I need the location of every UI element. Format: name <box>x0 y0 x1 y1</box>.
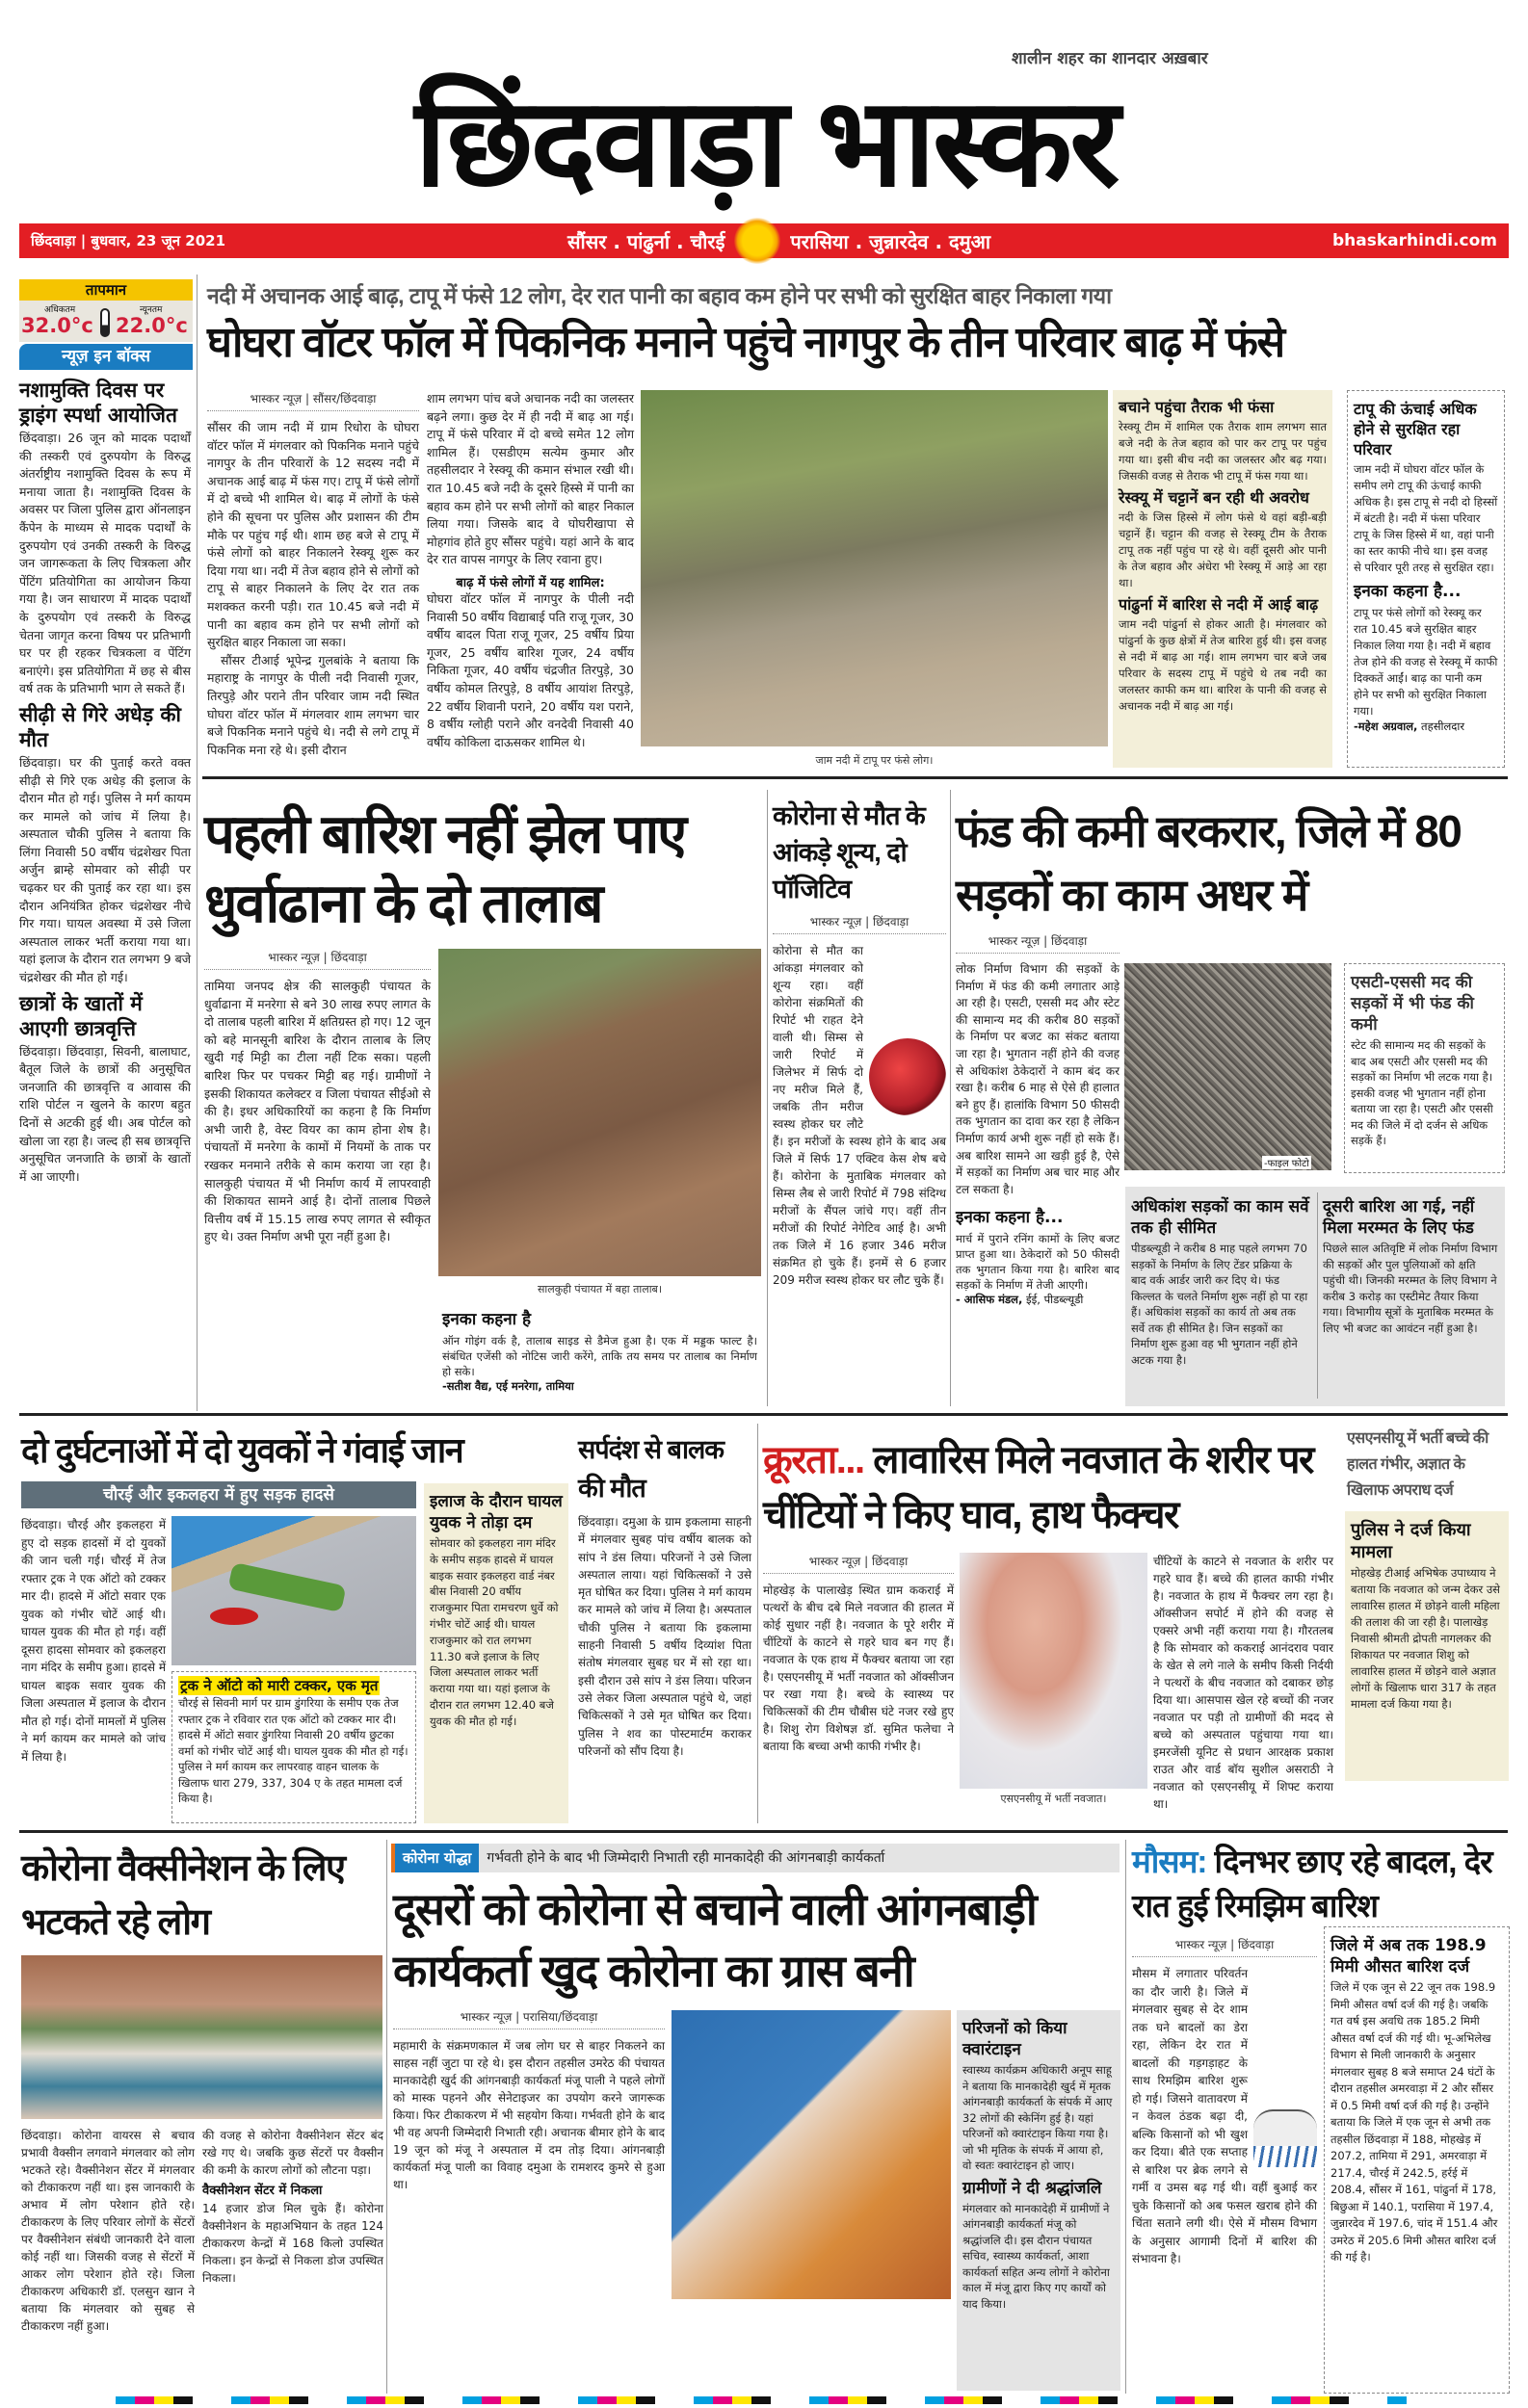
brief-title[interactable]: सीढ़ी से गिरे अधेड़ की मौत <box>19 702 181 751</box>
newborn-photo-wrap <box>960 1553 1147 1806</box>
accident-illustration <box>171 1516 416 1665</box>
victim-figure <box>227 1562 346 1612</box>
masthead-tagline: शालीन शहर का शानदार अख़बार <box>1012 49 1208 68</box>
byline: भास्कर न्यूज़ | छिंदवाड़ा <box>763 1553 954 1574</box>
sidebar-title: बचाने पहुंचा तैराक भी फंसा <box>1119 398 1275 416</box>
story-text: घोघरा वॉटर फॉल में नागपुर के पीली नदी निवासी 50 वर्षीय विद्याबाई पति राजू गूजर, 30 वर्षीय बादल पिता राजू गूजर, 25 वर्षीय प्रिया गूजर, 25 वर्षीय बारिश गूजर, 24 वर्षीय निकिता गूजर, 40 वर्षीय चंद्रजीत तिरपुड़े, 30 वर्षीय कोमल तिरपुड़े, 8 वर्षीय आयांश तिरपुड़े, 22 वर्षीय शिवानी पराने, 20 वर्षीय यश पराने, 8 वर्षीय ग्लोही पराने और वनदेवी निवासी 40 वर्षीय कोकिला दाऊसकर शामिल थे। <box>427 590 634 749</box>
section-rule <box>19 1413 1508 1416</box>
section-rule <box>19 1830 1508 1833</box>
story-text: शाम लगभग पांच बजे अचानक नदी का जलस्तर बढ़ने लगा। कुछ देर में ही नदी में बाढ़ आ गई। टापू में फंसे परिवार में दो बच्चे समेत 12 लोग शामिल हैं। एसडीएम सत्येम कुमार और तहसीलदार ने रेस्क्यू की कमान संभाल रखी थी। रात 10.45 बजे नदी के दूसरे हिस्से में पानी का बहाव कम होने पर सभी लोगों को बाहर निकाल लिया गया। जिसके बाद वे घोघरीखापा से मोहगांव होते हुए सौंसर पहुंचे। यहां आने के बाद देर रात वापस नागपुर के लिए रवाना हुए। <box>427 391 634 567</box>
quote-text: टापू पर फंसे लोगों को रेस्क्यू कर रात 10.45 बजे सुरक्षित बाहर निकाल लिया गया है। नदी में बहाव तेज होने की वजह से रेस्क्यू में काफी दिक्कतें आईं। बाढ़ का पानी कम होने पर सभी को सुरक्षित निकाला गया। <box>1354 606 1498 718</box>
vaccination-subhead: वैक्सीनेशन सेंटर में निकला <box>202 2184 323 2198</box>
quote-title: इनका कहना है... <box>956 1208 1064 1228</box>
roads-text-col <box>956 932 1120 1307</box>
vaccination-headline[interactable]: कोरोना वैक्सीनेशन के लिए भटकते रहे लोग <box>21 1848 345 1943</box>
left-column-divider <box>197 275 198 1411</box>
newborn-headline[interactable] <box>763 1433 1333 1543</box>
byline: भास्कर न्यूज़ | सौंसर/छिंदवाड़ा <box>207 390 419 411</box>
sidebar-text: जाम नदी पांढुर्ना से होकर आती है। मंगलवार को पांढुर्ना के कुछ क्षेत्रों में तेज बारिश हुई थी। इस वजह से नदी में बाढ़ आ गई। शाम लगभग चार बजे जब परिवार के सदस्य टापू में पहुंचे थे तब नदी का जलस्तर काफी कम था। बारिश के पानी की वजह से अचानक नदी में बाढ़ आ गई। <box>1119 617 1327 713</box>
dateline-date: छिंदवाड़ा | बुधवार, 23 जून 2021 <box>31 232 226 249</box>
corona-zero-story <box>773 798 946 1289</box>
color-registration-strip <box>116 2396 1407 2404</box>
photo-caption: एसएनसीयू में भर्ती नवजात। <box>1000 1793 1107 1805</box>
thermometer-icon <box>100 308 110 337</box>
sub-title: दूसरी बारिश आ गई, नहीं मिला मरम्मत के लिए फंड <box>1323 1197 1475 1238</box>
story-text: 14 हजार डोज मिल चुके हैं। कोरोना वैक्सीनेशन के महाअभियान के तहत 124 टीकाकरण केन्द्रों में 168 किलो उपस्थित निकला। इन केन्द्रों से निकला डोज उपस्थित निकला। <box>202 2202 383 2285</box>
newborn-story <box>763 1433 1333 1813</box>
brief-body: छिंदवाड़ा। 26 जून को मादक पदार्थों की तस्करी एवं दुरुपयोग के विरुद्ध अंतर्राष्ट्रीय नशामुक्ति दिवस के रूप में मनाया जाता है। नशामुक्ति दिवस के अवसर पर जिला पुलिस द्वारा ऑनलाइन कैंपेन के माध्यम से मादक पदार्थों के दुरुपयोग एवं उनकी तस्करी के विरुद्ध जन जागरूकता के लिए चित्रकला और पेंटिंग प्रतियोगिता का आयोजन किया गया है। जन साधारण में मादक पदार्थों के दुरुपयोग एवं तस्करी के विरुद्ध चेतना जागृत करना विषय पर प्रतिभागी घर पर ही रहकर चित्रकला व पेंटिंग बनाएंगे। इस प्रतियोगिता में छह से बीस वर्ष तक के प्रतिभागी भाग ले सकते हैं। <box>19 431 191 696</box>
news-in-box-label: न्यूज़ इन बॉक्स <box>19 344 193 370</box>
roads-photo[interactable] <box>1124 963 1331 1170</box>
police-box <box>1345 1511 1509 1781</box>
sidebar-title: रेस्क्यू में चट्टानें बन रही थी अवरोध <box>1119 488 1309 507</box>
masthead-title[interactable]: छिंदवाड़ा भास्कर <box>414 74 1118 212</box>
flood-kicker: नदी में अचानक आई बाढ़, टापू में फंसे 12 लोग, देर रात पानी का बहाव कम होने पर सभी को सुरक्षित बाहर निकाला गया <box>207 283 1112 308</box>
dateline-bar <box>19 223 1509 258</box>
brief-item <box>19 991 191 1187</box>
box-title: टापू की ऊंचाई अधिक होने से सुरक्षित रहा परिवार <box>1354 400 1477 458</box>
column-divider <box>950 790 951 1406</box>
box-title: जिले में अब तक 198.9 मिमी औसत बारिश दर्ज <box>1330 1936 1487 1976</box>
box-title: एसटी-एससी मद की सड़कों में भी फंड की कमी <box>1351 973 1474 1034</box>
ponds-text-col <box>204 949 431 1246</box>
website-link[interactable]: bhaskarhindi.com <box>1332 231 1497 250</box>
section-rule <box>202 776 1508 779</box>
brief-title[interactable]: छात्रों के खातों में आएगी छात्रवृत्ति <box>19 991 143 1040</box>
min-temp-label: न्यूनतम <box>140 305 163 315</box>
box-text: मोहखेड़ टीआई अभिषेक उपाध्याय ने बताया कि नवजात को जन्म देकर उसे लावारिस हालत में छोड़ने वाली महिला की तलाश की जा रही है। पालाखेड़ निवासी श्रीमती द्रोपती नागलकर की शिकायत पर नवजात शिशु को लावारिस हालत में छोड़ने वाले अज्ञात लोगों के खिलाफ धारा 317 के तहत मामला दर्ज किया गया है। <box>1351 1566 1500 1711</box>
byline: भास्कर न्यूज़ | छिंदवाड़ा <box>773 913 946 934</box>
max-temp-label: अधिकतम <box>44 305 76 315</box>
flood-subhead: बाढ़ में फंसे लोगों में यह शामिल: <box>456 575 605 590</box>
story-text: चींटियों के काटने से नवजात के शरीर पर गहरे घाव हैं। बच्चे की हालत काफी गंभीर है। नवजात के हाथ में फैक्चर लग रहा है। ऑक्सीजन सपोर्ट में होने की वजह से एक्सरे अभी नहीं कराया गया है। गौरतलब है कि सोमवार को ककराई आनंदराव पवार के खेत से लगे नाले के समीप किसी निर्दयी ने पत्थरों के बीच नवजात को दबाकर छोड़ दिया था। आसपास खेल रहे बच्चों की नजर नवजात पर पड़ी तो ग्रामीणों की मदद से बच्चे को अस्पताल पहुंचाया गया था। इमरजेंसी यूनिट से प्रधान आरक्षक प्रकाश राउत और वार्ड बॉय सुशील असराठी ने नवजात को एसएनसीयू में शिफ्ट कराया था। <box>1153 1555 1333 1811</box>
flood-box <box>1347 390 1505 768</box>
story-text: मौसम में लगातार परिवर्तन का दौर जारी है। जिले में मंगलवार सुबह से देर शाम तक घने बादलों का डेरा रहा, लेकिन देर रात में बादलों की गड़गड़ाहट के साथ रिमझिम बारिश शुरू हो गई। जिसने वातावरण में न केवल ठंडक बढ़ा दी, बल्कि किसानों को भी खुश कर दिया। बीते एक सप्ताह से बारिश पर ब्रेक लगने से गर्मी व उमस बढ़ गई थी। वहीं बुआई कर चुके किसानों को अब फसल खराब होने की चिंता सताने लगी थी। ऐसे में मौसम विभाग के अनुसार आगामी दिनों में बारिश की संभावना है। <box>1132 1967 1317 2265</box>
byline: भास्कर न्यूज़ | छिंदवाड़ा <box>956 932 1120 954</box>
story-text: मोहखेड़ के पालाखेड़ स्थित ग्राम ककराई में पत्थरों के बीच दबे मिले नवजात की हालत में कोई सुधार नहीं है। नवजात के पूरे शरीर में चींटियों के काटने से गहरे घाव बन गए हैं। नवजात के एक हाथ में फैक्चर बताया जा रहा है। एसएनसीयू में भर्ती नवजात को ऑक्सीजन पर रखा गया है। बच्चे के स्वास्थ्य पर चिकित्सकों की टीम चौबीस घंटे नजर रखे हुए है। शिशु रोग विशेषज्ञ डॉ. सुमित फलेचा ने बताया कि बच्चा अभी काफी गंभीर है। <box>763 1584 954 1753</box>
brief-item <box>19 378 191 698</box>
dateline-towns-right: परासिया . जुन्नारदेव . दमुआ <box>790 229 991 253</box>
quote-author: -सतीश वैद्य, एई मनरेगा, तामिया <box>442 1379 574 1393</box>
story-text: की वजह से कोरोना वैक्सीनेशन सेंटर बंद रखे गए थे। जबकि कुछ सेंटरों पर वैक्सीन की कमी के कारण लोगों को लौटना पड़ा। <box>202 2129 383 2177</box>
weather-headline[interactable] <box>1132 1840 1513 1928</box>
newborn-photo[interactable] <box>960 1553 1147 1789</box>
corona-zero-headline[interactable]: कोरोना से मौत के आंकड़े शून्य, दो पॉजिटिव <box>773 801 925 903</box>
newborn-side-col <box>1345 1426 1509 1781</box>
story-text: छिंदवाड़ा। कोरोना वायरस से बचाव प्रभावी वैक्सीन लगवाने मंगलवार को लोग भटकते रहे। वैक्सीनेशन सेंटर में मंगलवार को टीकाकरण नहीं था। इस जानकारी के अभाव में लोग परेशान होते रहे। टीकाकरण के लिए परिवार लोगों के सेंटरों पर वैक्सीनेशन संबंधी जानकारी देने वाला कोई नहीं था। जिसकी वजह से सेंटरों में आकर लोग परेशान होते रहे। जिला टीकाकरण अधिकारी डॉ. एलसुन खान ने बताया कि मंगलवार को सुबह से टीकाकरण नहीं हुआ। <box>21 2129 195 2333</box>
sidebar-text: रेस्क्यू टीम में शामिल एक तैराक शाम लगभग सात बजे नदी के तेज बहाव को पार कर टापू पर पहुंच गया था। इसी बीच नदी का जलस्तर और बढ़ गया। जिसकी वजह से तैराक भी टापू में फंस गया था। <box>1119 420 1327 483</box>
newborn-kicker: क्रूरता... <box>763 1439 864 1481</box>
box-text: सोमवार को इकलहरा नाग मंदिर के समीप सड़क हादसे में घायल बाइक सवार इकलहरा वार्ड नंबर बीस निवासी 20 वर्षीय राजकुमार पिता रामचरण धुर्वे को गंभीर चोटें आई थी। घायल राजकुमार को रात लगभग 11.30 बजे इलाज के लिए जिला अस्पताल लाकर भर्ती कराया गया था। यहां इलाज के दौरान रात लगभग 12.40 बजे युवक की मौत हो गई। <box>430 1536 559 1728</box>
story-text: महामारी के संक्रमणकाल में जब लोग घर से बाहर निकलने का साहस नहीं जुटा पा रहे थे। इस दौरान तहसील उमरेठ की पंचायत मानकादेही खुर्द की आंगनबाड़ी कार्यकर्ता मंजू पाली ने पहले लोगों को मास्क पहनने और सेनेटाइजर का उपयोग करने जागरूक किया। फिर टीकाकरण में भी सहयोग किया। गर्भवती होने के बाद भी वह अपनी जिम्मेदारी निभाती रही। अचानक बीमार होने के बाद 19 जून को मंजू ने अस्पताल में दम तोड़ दिया। आंगनबाड़ी कार्यकर्ता मंजू पाली का विवाह दमुआ के रामशरद कुमरे से हुआ था। <box>393 2039 665 2191</box>
weather-kicker: मौसम: <box>1132 1844 1207 1879</box>
story-text: छिंदवाड़ा। दमुआ के ग्राम इकलामा साहनी में मंगलवार सुबह पांच वर्षीय बालक को सांप ने डंस लिया। परिजनों ने उसे जिला अस्पताल लाया। यहां चिकित्सकों ने उसे मृत घोषित कर दिया। पुलिस ने मर्ग कायम कर मामले को जांच में लिया है। अस्पताल चौकी पुलिस ने बताया कि इकलामा साहनी निवासी 5 वर्षीय दिव्यांश पिता संतोष मंगलवार सुबह घर में सो रहा था। इसी दौरान उसे सांप ने डंस लिया। परिजन उसे लेकर जिला अस्पताल पहुंचे थे, जहां चिकित्सकों ने उसे मृत घोषित कर दिया। पुलिस ने शव का पोस्टमार्टम कराकर परिजनों को सौंप दिया है। <box>578 1515 751 1758</box>
flood-photo[interactable] <box>641 390 1108 746</box>
ponds-quote-box <box>438 1302 761 1396</box>
ponds-photo[interactable] <box>438 949 761 1276</box>
quote-role: तहसीलदार <box>1421 720 1465 733</box>
column-divider <box>757 1424 758 1823</box>
byline: भास्कर न्यूज़ | छिंदवाड़ा <box>204 949 431 970</box>
flood-col2 <box>427 390 634 751</box>
quote-title: इनका कहना है <box>442 1310 532 1329</box>
box-text: स्टेट की सामान्य मद की सड़कों के बाद अब एसटी और एससी मद की सड़कों का निर्माण भी लटक गया है। इसकी वजह भी भुगतान नहीं होना बताया जा रहा है। एसटी और एससी मद की जिले में दो दर्जन से अधिक सड़कें हैं। <box>1351 1038 1493 1147</box>
accidents-bar: चौरई और इकलहरा में हुए सड़क हादसे <box>21 1481 416 1508</box>
vaccination-col2 <box>202 2127 383 2287</box>
anganwadi-kicker-bar <box>391 1844 1120 1872</box>
virus-icon <box>869 1038 946 1115</box>
quote-author: -महेश अग्रवाल, <box>1354 720 1418 733</box>
roads-box <box>1344 963 1505 1173</box>
newborn-headline-text: लावारिस मिले नवजात के शरीर पर चींटियों ने किए घाव, हाथ फैक्चर <box>763 1439 1313 1536</box>
quote-text: मार्च में पुराने रनिंग कामों के लिए बजट प्राप्त हुआ था। ठेकेदारों को 50 फीसदी तक भुगतान किया गया है। बारिश बाद सड़कों के निर्माण में तेजी आएगी। <box>956 1232 1120 1293</box>
sidebar-title: पांढुर्ना में बारिश से नदी में आई बाढ़ <box>1119 595 1319 614</box>
box-text: स्वास्थ्य कार्यक्रम अधिकारी अनूप साहू ने बताया कि मानकादेही खुर्द में मृतक आंगनबाड़ी कार्यकर्ता के संपर्क में आए 32 लोगों की स्केनिंग हुई है। यहां परिजनों को क्वारंटाइन किया गया है। जो भी मृतिक के संपर्क में आया हो, वो स्वतः क्वारंटाइन हो जाए। <box>962 2063 1113 2172</box>
sub-text: पिछले साल अतिवृष्टि में लोक निर्माण विभाग की सड़कों और पुल पुलियाओं को क्षति पहुंची थी। जिनकी मरम्मत के लिए विभाग ने करीब 3 करोड़ का एस्टीमेट तैयार किया गया। विभागीय सूत्रों के मुताबिक मरम्मत के लिए भी बजट का आवंटन नहीं हुआ है। <box>1323 1242 1498 1335</box>
anganwadi-headline[interactable]: दूसरों को कोरोना से बचाने वाली आंगनबाड़ी कार्यकर्ता खुद कोरोना का ग्रास बनी <box>393 1884 1037 1996</box>
ponds-headline[interactable]: पहली बारिश नहीं झेल पाए धुर्वाढाना के दो तालाब <box>204 803 686 933</box>
sun-icon <box>734 218 780 264</box>
anganwadi-text-col <box>393 2008 665 2193</box>
quote-text: ऑन गोइंग वर्क है, तालाब साइड से डैमेज हुआ है। एक में मड्डक फाल्ट है। संबंधित एजेंसी को नोटिस जारी करेंगे, ताकि तय समय पर तालाब का निर्माण हो सके। <box>442 1334 757 1378</box>
brief-item <box>19 702 191 987</box>
story-text: सौंसर टीआई भूपेन्द्र गुलबांके ने बताया कि महाराष्ट्र के नागपुर के पीली नदी निवासी गूजर, तिरपुड़े और पराने तीन परिवार जाम नदी स्थित घोघरा वॉटर फॉल में मंगलवार शाम लगभग चार बजे पिकनिक मनाने पहुंचे थे। नदी से लगे टापू में पिकनिक मना रहे थे। इसी दौरान <box>207 652 419 757</box>
roads-headline[interactable]: फंड की कमी बरकरार, जिले में 80 सड़कों का काम अधर में <box>956 806 1462 920</box>
weather-headline-text: दिनभर छाए रहे बादल, देर रात हुई रिमझिम बारिश <box>1132 1844 1492 1924</box>
dateline-towns <box>567 218 990 264</box>
snakebite-story <box>578 1430 751 1760</box>
box-text: मंगलवार को मानकादेही में ग्रामीणों ने आंगनबाड़ी कार्यकर्ता मंजू को श्रद्धांजलि दी। इस दौरान पंचायत सचिव, स्वास्थ्य कार्यकर्ता, आशा कार्यकर्ता सहित अन्य लोगों ने कोरोना काल में मंजू द्वारा किए गए कार्यों को याद किया। <box>962 2201 1110 2311</box>
rain-cloud-icon <box>1253 2109 1317 2167</box>
weather-text-col <box>1132 1936 1317 2268</box>
byline: भास्कर न्यूज़ | परासिया/छिंदवाड़ा <box>393 2008 665 2029</box>
quote-role: ईई, पीडब्ल्यूडी <box>1026 1293 1084 1307</box>
newborn-columns <box>763 1553 1333 1813</box>
vaccination-photo[interactable] <box>21 1955 382 2119</box>
story-text: तामिया जनपद क्षेत्र की सालकुही पंचायत के धुर्वाढाना में मनरेगा से बने 30 लाख रुपए लागत के दो तालाब पहली बारिश में क्षतिग्रस्त हो गए। 12 जून को बहे मानसूनी बारिश के दौरान तालाब के लिए खुदी गई मिट्टी का टीला नहीं टिक सका। पहली बारिश फिर पर पचकर मिट्टी बह गई। ग्रामीणों ने इसकी शिकायत कलेक्टर व जिला पंचायत सीईओ से की है। इधर अधिकारियों का कहना है कि निर्माण अभी जारी है, वेस्ट वियर का काम होना शेष है। पंचायतों में मनरेगा के कामों में नियमों के ताक पर रखकर मनमाने तरीके से काम कराया जा रहा है। सालकुही पंचायत में भी निर्माण कार्य में लापरवाही की शिकायत सामने आई है। दोनों तालाब पिछले वित्तीय वर्ष में 15.15 लाख रुपए लागत से स्वीकृत हुए थे। उक्त निर्माण अभी पूरा नहीं हुआ है। <box>204 979 431 1244</box>
newborn-col1 <box>763 1553 954 1755</box>
sub-title: अधिकांश सड़कों का काम सर्वे तक ही सीमित <box>1131 1197 1309 1238</box>
roads-subboxes <box>1125 1187 1505 1406</box>
story-text: सौंसर की जाम नदी में ग्राम रिधोरा के घोघरा वॉटर फॉल में मंगलवार को पिकनिक मनाने पहुंचे नागपुर के तीन परिवारों के 12 सदस्य नदी में अचानक आई बाढ़ में फंस गए। टापू में फंसे लोगों में दो बच्चे भी शामिल थे। बाढ़ में लोगों के फंसे होने की सूचना पर पुलिस और प्रशासन की टीम मौके पर पहुंच गई थी। शाम छह बजे से टापू में फंसे लोगों को बाहर निकालने रेस्क्यू शुरू कर दिया गया था। नदी में तेज बहाव होने से लोगों को टापू से बाहर निकालने के लिए देर रात तक मशक्कत करनी पड़ी। रात 10.45 बजे नदी में पानी का बहाव कम होने पर सभी लोगों को सुरक्षित बाहर निकाला जा सका। <box>207 420 419 650</box>
flood-headline[interactable]: घोघरा वॉटर फॉल में पिकनिक मनाने पहुंचे नागपुर के तीन परिवार बाढ़ में फंसे <box>207 319 1284 366</box>
box-title: पुलिस ने दर्ज किया मामला <box>1351 1520 1471 1562</box>
anganwadi-photo[interactable] <box>672 2010 951 2299</box>
news-in-box-list <box>19 374 191 1186</box>
weather-label: तापमान <box>19 279 193 301</box>
corona-warrior-tag: कोरोना योद्धा <box>391 1844 479 1872</box>
newborn-side-head: एसएनसीयू में भर्ती बच्चे की हालत गंभीर, अज्ञात के खिलाफ अपराध दर्ज <box>1347 1430 1488 1499</box>
box-text: जाम नदी में घोघरा वॉटर फॉल के समीप लगे टापू की ऊंचाई काफी अधिक है। इस टापू से नदी दो हिस्सों में बंटती है। नदी में फंसा परिवार टापू के जिस हिस्से में था, वहां पानी का स्तर काफी नीचे था। इस वजह से परिवार पूरी तरह से सुरक्षित रहा। <box>1354 462 1498 574</box>
max-temp: 32.0°c <box>21 314 93 337</box>
dateline-towns-left: सौंसर . पांढुर्ना . चौरई <box>567 229 725 253</box>
min-temp: 22.0°c <box>116 314 188 337</box>
brief-body: छिंदवाड़ा। छिंदवाड़ा, सिवनी, बालाघाट, बैतूल जिले के छात्रों की अनुसूचित जनजाति की छात्रवृत्ति व आवास की राशि पोर्टल न खुलने के कारण बहुत दिनों से अटकी हुई थी। अब पोर्टल को खोला जा रहा है। जल्द ही सब छात्रवृत्ति अनुसूचित जनजाति के छात्रों के खातों में आ जाएगी। <box>19 1043 191 1184</box>
sidebar-text: नदी के जिस हिस्से में लोग फंसे थे वहां बड़ी-बड़ी चट्टानें हैं। चट्टान की वजह से रेस्क्यू टीम के तैराक टापू तक नहीं पहुंच पा रहे थे। वहीं दूसरी ओर पानी के तेज बहाव और अंधेरा भी रेस्क्यू में आड़े आ रहा था। <box>1119 510 1327 589</box>
sub-text: पीडब्ल्यूडी ने करीब 8 माह पहले लगभग 70 सड़कों के निर्माण के लिए टेंडर प्रक्रिया के बाद वर्क आर्डर जारी कर दिए थे। फंड किल्लत के चलते निर्माण शुरू नहीं हो पा रहा हैं। अधिकांश सड़कों का कार्य तो अब तक सर्वे तक ही सीमित है। जिन सड़कों का निर्माण शुरू हुआ वह भी भुगतान नहीं होने अटक गया है। <box>1131 1242 1308 1367</box>
quote-author: - आसिफ मंडल, <box>956 1293 1023 1307</box>
story-text: छिंदवाड़ा। चौरई और इकलहरा में हुए दो सड़क हादसों में दो युवकों की जान चली गई। चौरई में तेज रफ्तार ट्रक ने एक ऑटो को टक्कर मार दी। हादसे में ऑटो सवार एक युवक को गंभीर चोटें आई थी। घायल युवक की मौत हो गई। वहीं दूसरा हादसा सोमवार को इकलहरा नाग मंदिर के समीप हुआ। हादसे में घायल बाइक सवार युवक की जिला अस्पताल में इलाज के दौरान मौत हो गई। दोनों मामलों में पुलिस ने मर्ग कायम कर मामले को जांच में लिया है। <box>21 1518 166 1764</box>
box-text: चौरई से सिवनी मार्ग पर ग्राम डुंगरिया के समीप एक तेज रफ्तार ट्रक ने रविवार रात एक ऑटो को टक्कर मार दी। हादसे में ऑटो सवार डुंगरिया निवासी 20 वर्षीय छुटका वर्मा को गंभीर चोटें आई थी। घायल युवक की मौत हो गई। पुलिस ने मर्ग कायम कर लापरवाह वाहन चालक के खिलाफ धारा 279, 337, 304 ए के तहत मामला दर्ज किया है। <box>178 1696 408 1805</box>
story-text: लोक निर्माण विभाग की सड़कों के निर्माण में फंड की कमी लगातार आड़े आ रही है। एसटी, एससी मद और स्टेट की सामान्य मद की करीब 80 सड़कों के निर्माण पर बजट का संकट बताया जा रहा है। भुगतान नहीं होने की वजह से अधिकांश ठेकेदारों ने काम बंद कर रखा है। करीब 6 माह से ऐसे ही हालात बने हुए हैं। हालांकि विभाग 50 फीसदी तक भुगतान का दावा कर रहा है लेकिन निर्माण कार्य अभी शुरू नहीं हो सके हैं। अब बारिश सामने आ खड़ी हुई है, ऐसे में सड़कों का निर्माण अब चार माह और टल सकता है। <box>956 962 1120 1196</box>
photo-caption: जाम नदी में टापू पर फंसे लोग। <box>815 754 934 767</box>
box-title: ग्रामीणों ने दी श्रद्धांजलि <box>962 2178 1102 2198</box>
column-divider <box>767 790 768 1406</box>
photo-caption: सालकुही पंचायत में बहा तालाब। <box>537 1283 663 1296</box>
brief-body: छिंदवाड़ा। घर की पुताई करते वक्त सीढ़ी से गिरे एक अधेड़ की इलाज के दौरान मौत हो गई। पुलिस ने मर्ग कायम कर मामले को जांच में लिया है। अस्पताल चौकी पुलिस ने बताया कि लिंगा निवासी 50 वर्षीय चंद्रशेखर पिता अर्जुन ब्राम्हे सोमवार को सीढ़ी पर चढ़कर घर की पुताई कर रहा था। इस दौरान अनियंत्रित होकर चंद्रशेखर नीचे गिर गया। घायल अवस्था में उसे जिला अस्पताल लाकर भर्ती कराया गया था। यहां इलाज के दौरान रात लगभग 9 बजे चंद्रशेखर की मौत हो गई। <box>19 754 192 985</box>
accident-side-box <box>424 1483 568 1823</box>
rainfall-box <box>1324 1926 1510 2394</box>
flood-col1 <box>207 390 419 759</box>
blood-stain <box>210 1608 258 1625</box>
story-text: कोरोना से मौत का आंकड़ा मंगलवार को शून्य रहा। वहीं कोरोना संक्रमितों की रिपोर्ट भी राहत देने वाली थी। सिम्स से जारी रिपोर्ट में जिलेभर में सिर्फ दो नए मरीज मिले हैं, जबकि तीन मरीज स्वस्थ होकर घर लौटे हैं। इन मरीजों के स्वस्थ होने के बाद अब जिले में सिर्फ 17 एक्टिव केस शेष बचे हैं। कोरोना के मुताबिक मंगलवार को सिम्स लैब से जारी रिपोर्ट में 798 संदिग्ध मरीजों के सैंपल जांचे गए। वहीं तीन मरीजों की रिपोर्ट नेगेटिव आई है। अभी तक जिले में 16 हजार 346 मरीज संक्रमित हो चुके हैं। इनमें से 6 हजार 209 मरीज स्वस्थ होकर घर लौट चुके हैं। <box>773 944 946 1287</box>
anganwadi-side-box <box>957 2010 1120 2391</box>
anganwadi-kicker: गर्भवती होने के बाद भी जिम्मेदारी निभाती रही मानकादेही की आंगनबाड़ी कार्यकर्ता <box>487 1850 885 1866</box>
photo-caption: -फाइल फोटो <box>1262 1156 1311 1169</box>
column-divider <box>1125 1840 1126 2394</box>
box-title: परिजनों को किया क्वारंटाइन <box>962 2019 1067 2059</box>
truck-box <box>171 1671 416 1823</box>
brief-title[interactable]: नशामुक्ति दिवस पर ड्राइंग स्पर्धा आयोजित <box>19 379 177 427</box>
box-title: ट्रक ने ऑटो को मारी टक्कर, एक मृत <box>180 1677 379 1694</box>
byline: भास्कर न्यूज़ | छिंदवाड़ा <box>1132 1936 1317 1957</box>
snakebite-headline[interactable]: सर्पदंश से बालक की मौत <box>578 1435 724 1503</box>
flood-sidebar <box>1113 390 1332 768</box>
box-title: इलाज के दौरान घायल युवक ने तोड़ा दम <box>430 1492 563 1532</box>
box-text: जिले में एक जून से 22 जून तक 198.9 मिमी औसत वर्षा दर्ज की गई है। जबकि गत वर्ष इस अवधि तक 185.2 मिमी औसत वर्षा दर्ज की गई थी। भू-अभिलेख विभाग से मिली जानकारी के अनुसार मंगलवार सुबह 8 बजे समाप्त 24 घंटों के दौरान तहसील अमरवाड़ा में 2 और सौंसर में 0.5 मिमी वर्षा दर्ज की गई है। उन्होंने बताया कि जिले में एक जून से अभी तक तहसील छिंदवाड़ा में 188, मोहखेड़ में 207.2, तामिया में 291, अमरवाड़ा में 217.4, चौरई में 242.5, हर्रई में 208.4, सौंसर में 161, पांढुर्ना में 178, बिछुआ में 140.1, परासिया में 197.4, जुन्नारदेव में 197.6, चांद में 151.4 और उमरेठ में 205.6 मिमी औसत बारिश दर्ज की गई है। <box>1330 1980 1498 2264</box>
column-divider <box>386 1840 387 2394</box>
quote-title: इनका कहना है... <box>1354 582 1462 601</box>
weather-box <box>19 279 193 342</box>
accidents-headline[interactable]: दो दुर्घटनाओं में दो युवकों ने गंवाई जान <box>21 1430 463 1470</box>
